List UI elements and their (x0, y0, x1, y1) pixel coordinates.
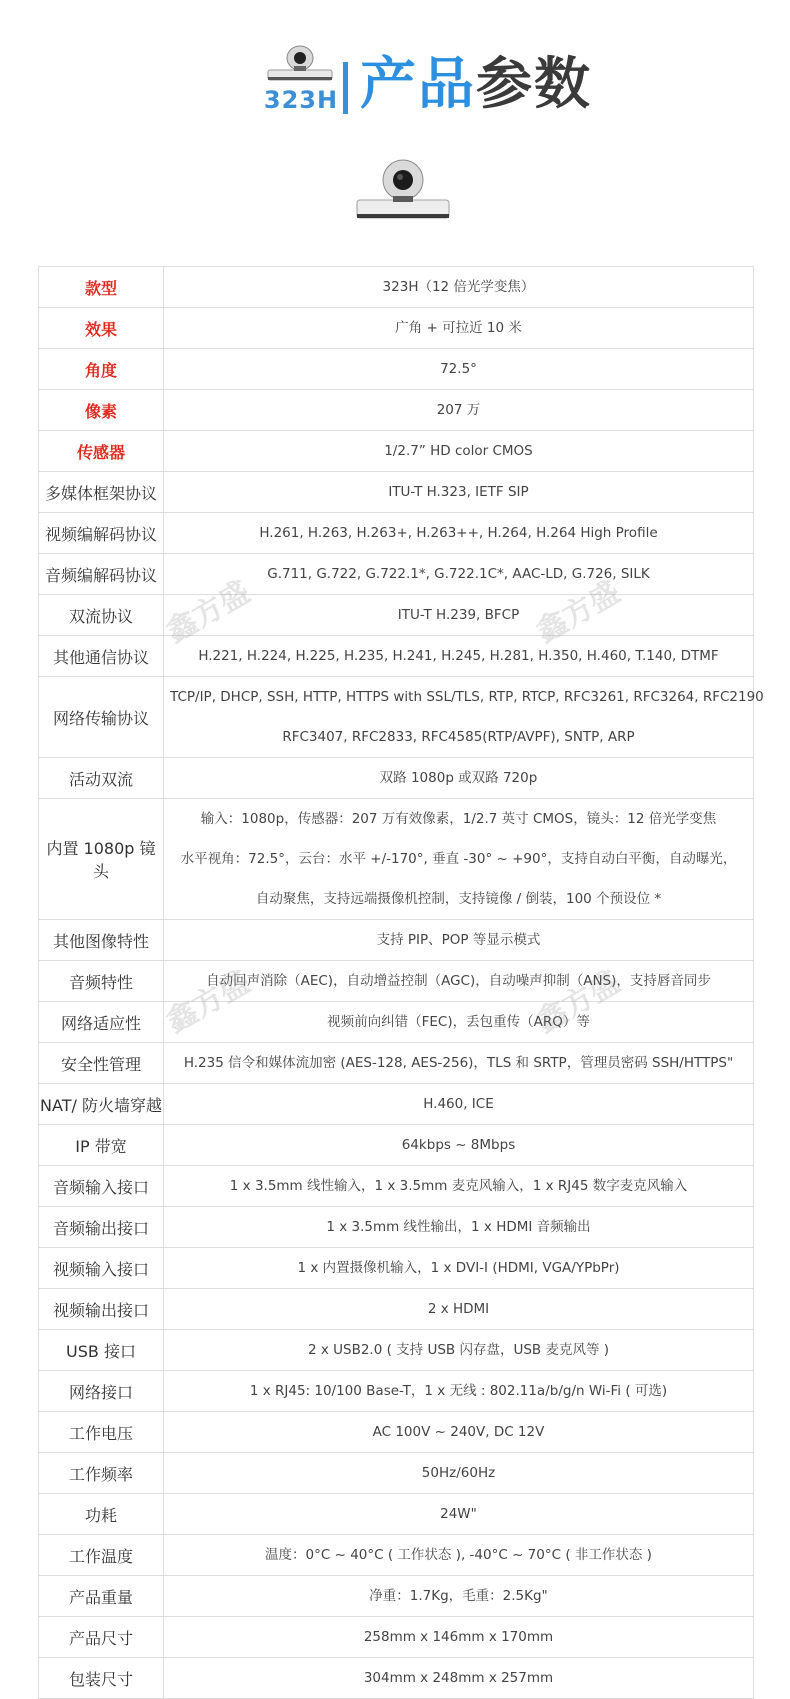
spec-row (39, 1002, 754, 1043)
logo-model-text: 323H (263, 86, 339, 114)
spec-row (39, 1125, 754, 1166)
spec-value-line: 双路 1080p 或双路 720p (379, 770, 538, 786)
spec-label: 音频特性 (39, 961, 164, 1002)
spec-label: 工作电压 (39, 1412, 164, 1453)
spec-label: 音频编解码协议 (39, 554, 164, 595)
spec-row (39, 758, 754, 799)
spec-value-line: ITU-T H.323, IETF SIP (388, 484, 529, 500)
spec-value (164, 1248, 754, 1289)
spec-value (164, 595, 754, 636)
spec-label: IP 带宽 (39, 1125, 164, 1166)
spec-value-line: 64kbps ~ 8Mbps (401, 1137, 516, 1153)
spec-label: 工作温度 (39, 1535, 164, 1576)
spec-value-line: 24W" (440, 1506, 477, 1522)
spec-row (39, 1453, 754, 1494)
spec-value-line: 323H（12 倍光学变焦） (382, 279, 535, 295)
spec-value (164, 1166, 754, 1207)
spec-value-line: 1 x 内置摄像机输入，1 x DVI-I (HDMI, VGA/YPbPr) (297, 1260, 620, 1276)
spec-value-line: H.261, H.263, H.263+, H.263++, H.264, H.264 High Profile (259, 525, 658, 541)
spec-label: 功耗 (39, 1494, 164, 1535)
product-image (355, 158, 451, 230)
spec-value-line: 广角 + 可拉近 10 米 (395, 320, 522, 336)
device-icon (264, 44, 336, 84)
spec-value (164, 390, 754, 431)
spec-row (39, 595, 754, 636)
spec-row (39, 267, 754, 308)
spec-value (164, 799, 754, 920)
spec-label: 包装尺寸 (39, 1658, 164, 1699)
spec-label: 活动双流 (39, 758, 164, 799)
spec-label: 角度 (39, 349, 164, 390)
spec-value-line: 258mm x 146mm x 170mm (363, 1629, 554, 1645)
spec-label: 视频输出接口 (39, 1289, 164, 1330)
spec-row (39, 308, 754, 349)
spec-value (164, 1576, 754, 1617)
spec-value (164, 1330, 754, 1371)
spec-value (164, 1207, 754, 1248)
spec-value-line: 自动聚焦，支持远端摄像机控制，支持镜像 / 倒装，100 个预设位 * (255, 891, 662, 907)
spec-label: 多媒体框架协议 (39, 472, 164, 513)
spec-row (39, 1207, 754, 1248)
spec-row (39, 1412, 754, 1453)
spec-row (39, 390, 754, 431)
brand-logo (256, 44, 346, 114)
spec-value-line: RFC3407, RFC2833, RFC4585(RTP/AVPF), SNTP, ARP (282, 729, 635, 745)
spec-value-line: 1 x 3.5mm 线性输出，1 x HDMI 音频输出 (326, 1219, 591, 1235)
spec-label: 产品重量 (39, 1576, 164, 1617)
spec-row (39, 1371, 754, 1412)
spec-value (164, 920, 754, 961)
spec-value (164, 1371, 754, 1412)
spec-value-line: 净重：1.7Kg，毛重：2.5Kg" (369, 1588, 548, 1604)
spec-value-line: 72.5° (440, 361, 477, 377)
spec-value-line: 水平视角：72.5°，云台：水平 +/-170°, 垂直 -30° ~ +90°，支持自动白平衡，自动曝光， (180, 851, 737, 867)
title-divider (343, 62, 348, 114)
spec-label: 网络传输协议 (39, 677, 164, 758)
watermark-text: 鑫方盛 (160, 964, 257, 1040)
spec-label: 效果 (39, 308, 164, 349)
spec-row (39, 554, 754, 595)
spec-row (39, 513, 754, 554)
watermark-text: 鑫方盛 (160, 574, 257, 650)
spec-value (164, 1002, 754, 1043)
spec-value (164, 1494, 754, 1535)
spec-value-line: 支持 PIP、POP 等显示模式 (376, 932, 541, 948)
spec-table-body (39, 267, 764, 1699)
page-title-part1: 产品 (360, 52, 476, 117)
spec-label: 传感器 (39, 431, 164, 472)
page-header (0, 0, 790, 130)
spec-value-line: 1 x 3.5mm 线性输入，1 x 3.5mm 麦克风输入，1 x RJ45 数字麦克风输入 (229, 1178, 688, 1194)
spec-value (164, 267, 754, 308)
spec-value-line: TCP/IP, DHCP, SSH, HTTP, HTTPS with SSL/TLS, RTP, RTCP, RFC3261, RFC3264, RFC2190 (170, 689, 764, 705)
spec-label: 产品尺寸 (39, 1617, 164, 1658)
spec-value (164, 1289, 754, 1330)
spec-value (164, 1084, 754, 1125)
spec-value (164, 677, 764, 758)
spec-value-line: 2 x HDMI (427, 1301, 490, 1317)
spec-value-line: 温度：0°C ~ 40°C ( 工作状态 ), -40°C ~ 70°C ( 非工作状态 ) (265, 1547, 652, 1563)
spec-value-line: G.711, G.722, G.722.1*, G.722.1C*, AAC-LD, G.726, SILK (267, 566, 650, 582)
spec-value-line: AC 100V ~ 240V, DC 12V (372, 1424, 545, 1440)
spec-label: 内置 1080p 镜头 (39, 799, 164, 920)
spec-label: 工作频率 (39, 1453, 164, 1494)
spec-label: 像素 (39, 390, 164, 431)
spec-row (39, 1535, 754, 1576)
spec-value (164, 758, 754, 799)
page-title-part2: 参数 (476, 52, 592, 117)
watermark-text: 鑫方盛 (530, 964, 627, 1040)
spec-table (38, 266, 764, 1699)
watermark-text: 鑫方盛 (530, 574, 627, 650)
spec-row (39, 349, 754, 390)
spec-value-line: 输入：1080p，传感器：207 万有效像素，1/2.7 英寸 CMOS，镜头：12 倍光学变焦 (200, 811, 717, 827)
spec-value-line: 1/2.7” HD color CMOS (384, 443, 533, 459)
spec-label: 网络接口 (39, 1371, 164, 1412)
spec-value (164, 1453, 754, 1494)
spec-value (164, 349, 754, 390)
spec-row (39, 636, 754, 677)
spec-row (39, 1330, 754, 1371)
spec-value (164, 513, 754, 554)
spec-value-line: ITU-T H.239, BFCP (397, 607, 520, 623)
spec-row (39, 1576, 754, 1617)
spec-row (39, 799, 754, 920)
spec-label: 视频编解码协议 (39, 513, 164, 554)
spec-row (39, 677, 754, 758)
spec-value (164, 1617, 754, 1658)
spec-label: 网络适应性 (39, 1002, 164, 1043)
spec-row (39, 1617, 754, 1658)
spec-row (39, 920, 754, 961)
spec-value-line: 50Hz/60Hz (421, 1465, 496, 1481)
spec-row (39, 1289, 754, 1330)
spec-value (164, 636, 754, 677)
spec-value (164, 1412, 754, 1453)
spec-label: 音频输出接口 (39, 1207, 164, 1248)
spec-value-line: 2 x USB2.0 ( 支持 USB 闪存盘，USB 麦克风等 ) (307, 1342, 610, 1358)
spec-label: 双流协议 (39, 595, 164, 636)
spec-value (164, 961, 754, 1002)
spec-value (164, 1658, 754, 1699)
spec-row (39, 1248, 754, 1289)
spec-value (164, 1125, 754, 1166)
spec-value-line: H.460, ICE (423, 1096, 494, 1112)
spec-label: 其他通信协议 (39, 636, 164, 677)
spec-row (39, 961, 754, 1002)
spec-label: 视频输入接口 (39, 1248, 164, 1289)
spec-label: 安全性管理 (39, 1043, 164, 1084)
spec-value-line: 自动回声消除（AEC)，自动增益控制（AGC)，自动噪声抑制（ANS)，支持唇音同步 (206, 973, 711, 989)
spec-value-line: H.221, H.224, H.225, H.235, H.241, H.245, H.281, H.350, H.460, T.140, DTMF (198, 648, 719, 664)
spec-value-line: 304mm x 248mm x 257mm (363, 1670, 554, 1686)
spec-row (39, 1494, 754, 1535)
spec-label: NAT/ 防火墙穿越 (39, 1084, 164, 1125)
spec-label: 音频输入接口 (39, 1166, 164, 1207)
spec-row (39, 1658, 754, 1699)
spec-value (164, 308, 754, 349)
spec-row (39, 472, 754, 513)
spec-row (39, 431, 754, 472)
spec-value (164, 431, 754, 472)
spec-label: USB 接口 (39, 1330, 164, 1371)
spec-row (39, 1084, 754, 1125)
page-title (360, 52, 592, 118)
spec-row (39, 1043, 754, 1084)
spec-label: 款型 (39, 267, 164, 308)
spec-value (164, 554, 754, 595)
spec-row (39, 1166, 754, 1207)
spec-value-line: H.235 信令和媒体流加密 (AES-128, AES-256)，TLS 和 SRTP，管理员密码 SSH/HTTPS" (183, 1055, 734, 1071)
spec-value-line: 1 x RJ45: 10/100 Base-T，1 x 无线 : 802.11a/b/g/n Wi-Fi ( 可选) (249, 1383, 668, 1399)
spec-value (164, 1043, 754, 1084)
spec-value (164, 472, 754, 513)
spec-value (164, 1535, 754, 1576)
spec-value-line: 视频前向纠错（FEC)，丢包重传（ARQ）等 (327, 1014, 590, 1030)
spec-value-line: 207 万 (436, 402, 481, 418)
spec-label: 其他图像特性 (39, 920, 164, 961)
